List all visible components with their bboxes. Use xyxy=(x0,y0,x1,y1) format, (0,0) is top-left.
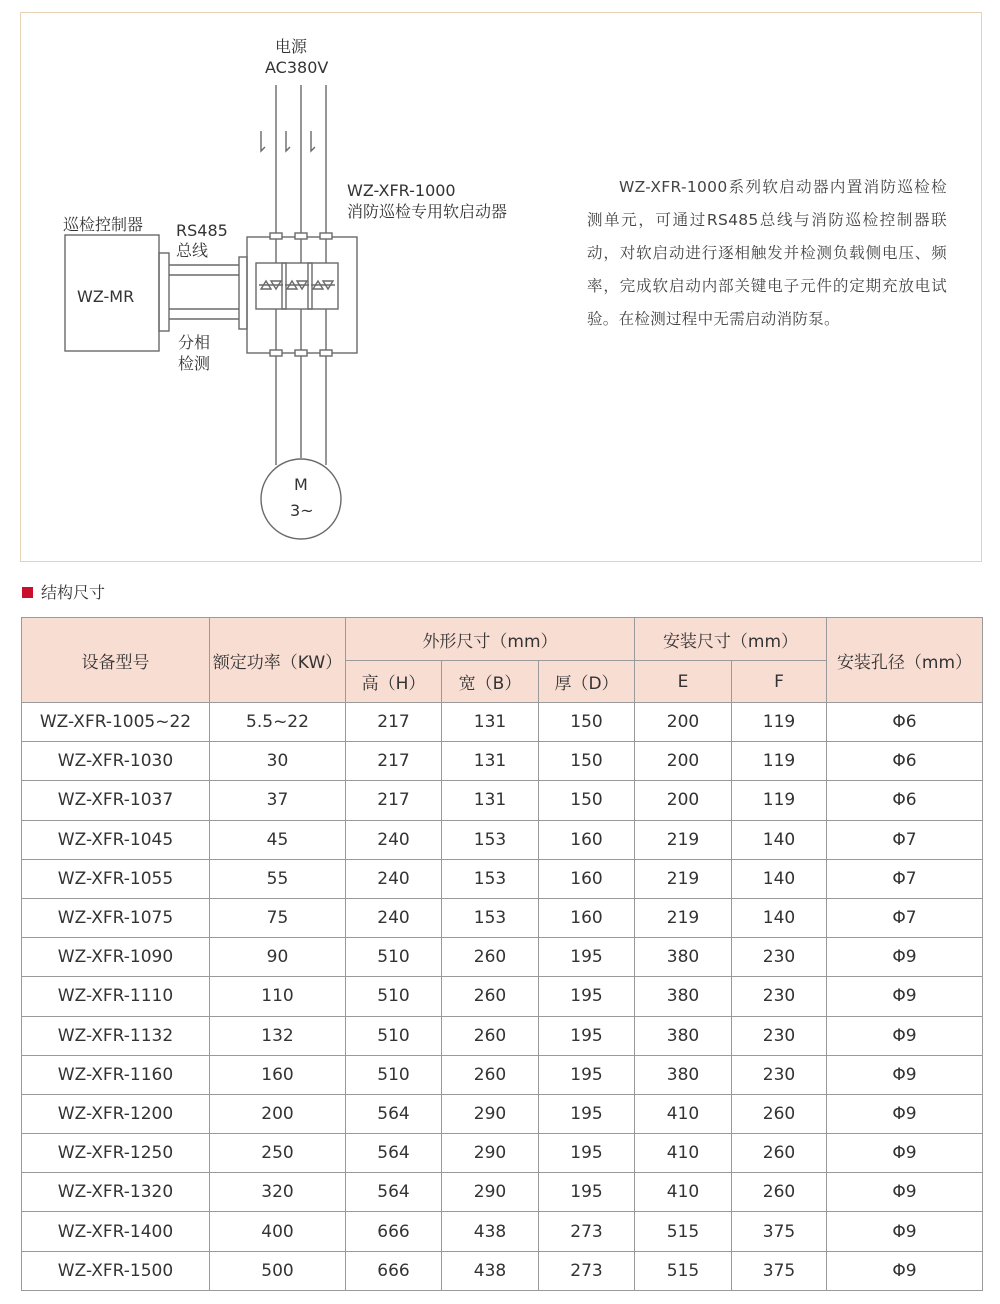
cell-height: 666 xyxy=(346,1251,442,1290)
cell-width: 260 xyxy=(442,977,539,1016)
cell-height: 564 xyxy=(346,1094,442,1133)
cell-hole: Φ9 xyxy=(827,1055,983,1094)
motor-label: M xyxy=(294,475,308,494)
cell-depth: 195 xyxy=(539,1094,635,1133)
cell-power: 320 xyxy=(210,1173,346,1212)
cell-height: 510 xyxy=(346,938,442,977)
cell-height: 510 xyxy=(346,977,442,1016)
table-row xyxy=(22,820,983,859)
cell-width: 290 xyxy=(442,1094,539,1133)
cell-width: 153 xyxy=(442,820,539,859)
header-power: 额定功率（KW） xyxy=(210,618,346,703)
phase-detect-label: 分相 xyxy=(178,333,211,352)
cell-mount-e: 380 xyxy=(635,1055,732,1094)
cell-model: WZ-XFR-1037 xyxy=(22,781,210,820)
bus-label: RS485 xyxy=(176,221,228,240)
cell-hole: Φ9 xyxy=(827,1212,983,1251)
softstarter-box xyxy=(247,237,357,353)
cell-mount-f: 119 xyxy=(732,781,827,820)
red-square-icon xyxy=(22,587,33,598)
motor-icon xyxy=(261,459,341,539)
cell-power: 500 xyxy=(210,1251,346,1290)
cell-model: WZ-XFR-1090 xyxy=(22,938,210,977)
cell-hole: Φ9 xyxy=(827,938,983,977)
cell-depth: 195 xyxy=(539,1016,635,1055)
cell-model: WZ-XFR-1320 xyxy=(22,1173,210,1212)
cell-height: 240 xyxy=(346,820,442,859)
table-row xyxy=(22,703,983,742)
cell-power: 160 xyxy=(210,1055,346,1094)
cell-hole: Φ9 xyxy=(827,1251,983,1290)
cell-depth: 160 xyxy=(539,859,635,898)
cell-model: WZ-XFR-1005~22 xyxy=(22,703,210,742)
controller-model-label: WZ-MR xyxy=(77,287,135,306)
cell-hole: Φ9 xyxy=(827,1173,983,1212)
cell-depth: 195 xyxy=(539,1173,635,1212)
cell-power: 5.5~22 xyxy=(210,703,346,742)
table-row xyxy=(22,1094,983,1133)
cell-power: 75 xyxy=(210,898,346,937)
table-row xyxy=(22,859,983,898)
flow-arrow-icon xyxy=(261,131,265,151)
cell-mount-f: 230 xyxy=(732,1016,827,1055)
cell-model: WZ-XFR-1055 xyxy=(22,859,210,898)
cell-depth: 195 xyxy=(539,938,635,977)
cell-depth: 273 xyxy=(539,1251,635,1290)
cell-power: 55 xyxy=(210,859,346,898)
cell-mount-f: 375 xyxy=(732,1251,827,1290)
cell-width: 290 xyxy=(442,1134,539,1173)
cell-mount-f: 119 xyxy=(732,742,827,781)
section-title-text: 结构尺寸 xyxy=(41,583,106,602)
cell-height: 510 xyxy=(346,1055,442,1094)
cell-model: WZ-XFR-1160 xyxy=(22,1055,210,1094)
cell-mount-e: 219 xyxy=(635,859,732,898)
cell-hole: Φ9 xyxy=(827,977,983,1016)
cell-power: 45 xyxy=(210,820,346,859)
header-e: E xyxy=(635,661,732,703)
cell-power: 110 xyxy=(210,977,346,1016)
header-hole: 安装孔径（mm） xyxy=(827,618,983,703)
controller-label: 巡检控制器 xyxy=(63,215,144,234)
header-outline: 外形尺寸（mm） xyxy=(346,618,635,661)
cell-mount-f: 260 xyxy=(732,1173,827,1212)
cell-power: 200 xyxy=(210,1094,346,1133)
cell-hole: Φ7 xyxy=(827,898,983,937)
cell-hole: Φ6 xyxy=(827,703,983,742)
cell-mount-e: 410 xyxy=(635,1094,732,1133)
cell-height: 564 xyxy=(346,1173,442,1212)
cell-mount-f: 375 xyxy=(732,1212,827,1251)
cell-mount-e: 410 xyxy=(635,1134,732,1173)
cell-depth: 195 xyxy=(539,1134,635,1173)
softstarter-name-label: 消防巡检专用软启动器 xyxy=(347,202,508,221)
cell-power: 37 xyxy=(210,781,346,820)
cell-mount-e: 200 xyxy=(635,781,732,820)
cell-depth: 150 xyxy=(539,742,635,781)
header-h: 高（H） xyxy=(346,661,442,703)
header-model: 设备型号 xyxy=(22,618,210,703)
cell-power: 90 xyxy=(210,938,346,977)
cell-height: 564 xyxy=(346,1134,442,1173)
cell-hole: Φ7 xyxy=(827,820,983,859)
cell-mount-f: 230 xyxy=(732,1055,827,1094)
cell-mount-f: 260 xyxy=(732,1134,827,1173)
wiring-diagram-panel xyxy=(20,12,982,562)
cell-height: 240 xyxy=(346,898,442,937)
cell-power: 30 xyxy=(210,742,346,781)
cell-hole: Φ6 xyxy=(827,781,983,820)
table-row xyxy=(22,781,983,820)
cell-model: WZ-XFR-1132 xyxy=(22,1016,210,1055)
header-d: 厚（D） xyxy=(539,661,635,703)
cell-mount-f: 140 xyxy=(732,898,827,937)
cell-mount-e: 200 xyxy=(635,703,732,742)
cell-height: 510 xyxy=(346,1016,442,1055)
cell-height: 217 xyxy=(346,703,442,742)
cell-mount-e: 219 xyxy=(635,898,732,937)
cell-mount-f: 230 xyxy=(732,977,827,1016)
cell-mount-e: 380 xyxy=(635,977,732,1016)
table-row xyxy=(22,977,983,1016)
cell-hole: Φ7 xyxy=(827,859,983,898)
cell-mount-f: 119 xyxy=(732,703,827,742)
cell-depth: 273 xyxy=(539,1212,635,1251)
cell-mount-f: 260 xyxy=(732,1094,827,1133)
cell-height: 666 xyxy=(346,1212,442,1251)
voltage-label: AC380V xyxy=(265,58,329,77)
cell-model: WZ-XFR-1075 xyxy=(22,898,210,937)
section-heading xyxy=(22,582,105,604)
cell-hole: Φ9 xyxy=(827,1094,983,1133)
cell-power: 250 xyxy=(210,1134,346,1173)
description-text: WZ-XFR-1000系列软启动器内置消防巡检检测单元，可通过RS485总线与消防巡检控制器联动，对软启动进行逐相触发并检测负载侧电压、频率，完成软启动内部关键电子元件的定期充放电试验。在检测过程中无需启动消防泵。 xyxy=(587,178,947,328)
cell-model: WZ-XFR-1110 xyxy=(22,977,210,1016)
table-row xyxy=(22,1134,983,1173)
table-row xyxy=(22,1173,983,1212)
table-row xyxy=(22,898,983,937)
cell-mount-f: 140 xyxy=(732,820,827,859)
cell-height: 217 xyxy=(346,742,442,781)
cell-model: WZ-XFR-1250 xyxy=(22,1134,210,1173)
bus-label-2: 总线 xyxy=(176,241,209,260)
cell-hole: Φ9 xyxy=(827,1134,983,1173)
cell-width: 260 xyxy=(442,1055,539,1094)
table-row xyxy=(22,1251,983,1290)
table-body xyxy=(22,703,983,1291)
softstarter-model-label: WZ-XFR-1000 xyxy=(347,181,456,200)
table-row xyxy=(22,742,983,781)
cell-power: 400 xyxy=(210,1212,346,1251)
cell-model: WZ-XFR-1500 xyxy=(22,1251,210,1290)
cell-width: 260 xyxy=(442,1016,539,1055)
cell-power: 132 xyxy=(210,1016,346,1055)
cell-width: 438 xyxy=(442,1212,539,1251)
cell-mount-e: 380 xyxy=(635,1016,732,1055)
cell-mount-e: 515 xyxy=(635,1212,732,1251)
cell-width: 290 xyxy=(442,1173,539,1212)
cell-mount-e: 380 xyxy=(635,938,732,977)
cell-depth: 195 xyxy=(539,1055,635,1094)
cell-model: WZ-XFR-1030 xyxy=(22,742,210,781)
motor-phase-label: 3~ xyxy=(290,501,314,520)
table-row xyxy=(22,938,983,977)
table-row xyxy=(22,1212,983,1251)
cell-width: 153 xyxy=(442,859,539,898)
cell-model: WZ-XFR-1400 xyxy=(22,1212,210,1251)
cell-mount-f: 230 xyxy=(732,938,827,977)
cell-mount-f: 140 xyxy=(732,859,827,898)
cell-width: 131 xyxy=(442,781,539,820)
table-row xyxy=(22,1055,983,1094)
cell-depth: 160 xyxy=(539,898,635,937)
cell-mount-e: 410 xyxy=(635,1173,732,1212)
cell-depth: 150 xyxy=(539,703,635,742)
phase-detect-label-2: 检测 xyxy=(178,354,211,373)
header-mount: 安装尺寸（mm） xyxy=(635,618,827,661)
cell-depth: 150 xyxy=(539,781,635,820)
header-f: F xyxy=(732,661,827,703)
cell-width: 153 xyxy=(442,898,539,937)
cell-mount-e: 200 xyxy=(635,742,732,781)
cell-model: WZ-XFR-1200 xyxy=(22,1094,210,1133)
cell-hole: Φ6 xyxy=(827,742,983,781)
header-b: 宽（B） xyxy=(442,661,539,703)
cell-depth: 160 xyxy=(539,820,635,859)
dimensions-table xyxy=(21,617,983,1291)
cell-width: 438 xyxy=(442,1251,539,1290)
cell-depth: 195 xyxy=(539,977,635,1016)
cell-width: 260 xyxy=(442,938,539,977)
cell-hole: Φ9 xyxy=(827,1016,983,1055)
table-row xyxy=(22,1016,983,1055)
cell-height: 240 xyxy=(346,859,442,898)
cell-mount-e: 515 xyxy=(635,1251,732,1290)
power-label: 电源 xyxy=(275,37,308,56)
flow-arrow-icon xyxy=(311,131,315,151)
cell-width: 131 xyxy=(442,703,539,742)
cell-mount-e: 219 xyxy=(635,820,732,859)
cell-width: 131 xyxy=(442,742,539,781)
cell-height: 217 xyxy=(346,781,442,820)
cell-model: WZ-XFR-1045 xyxy=(22,820,210,859)
flow-arrow-icon xyxy=(286,131,290,151)
